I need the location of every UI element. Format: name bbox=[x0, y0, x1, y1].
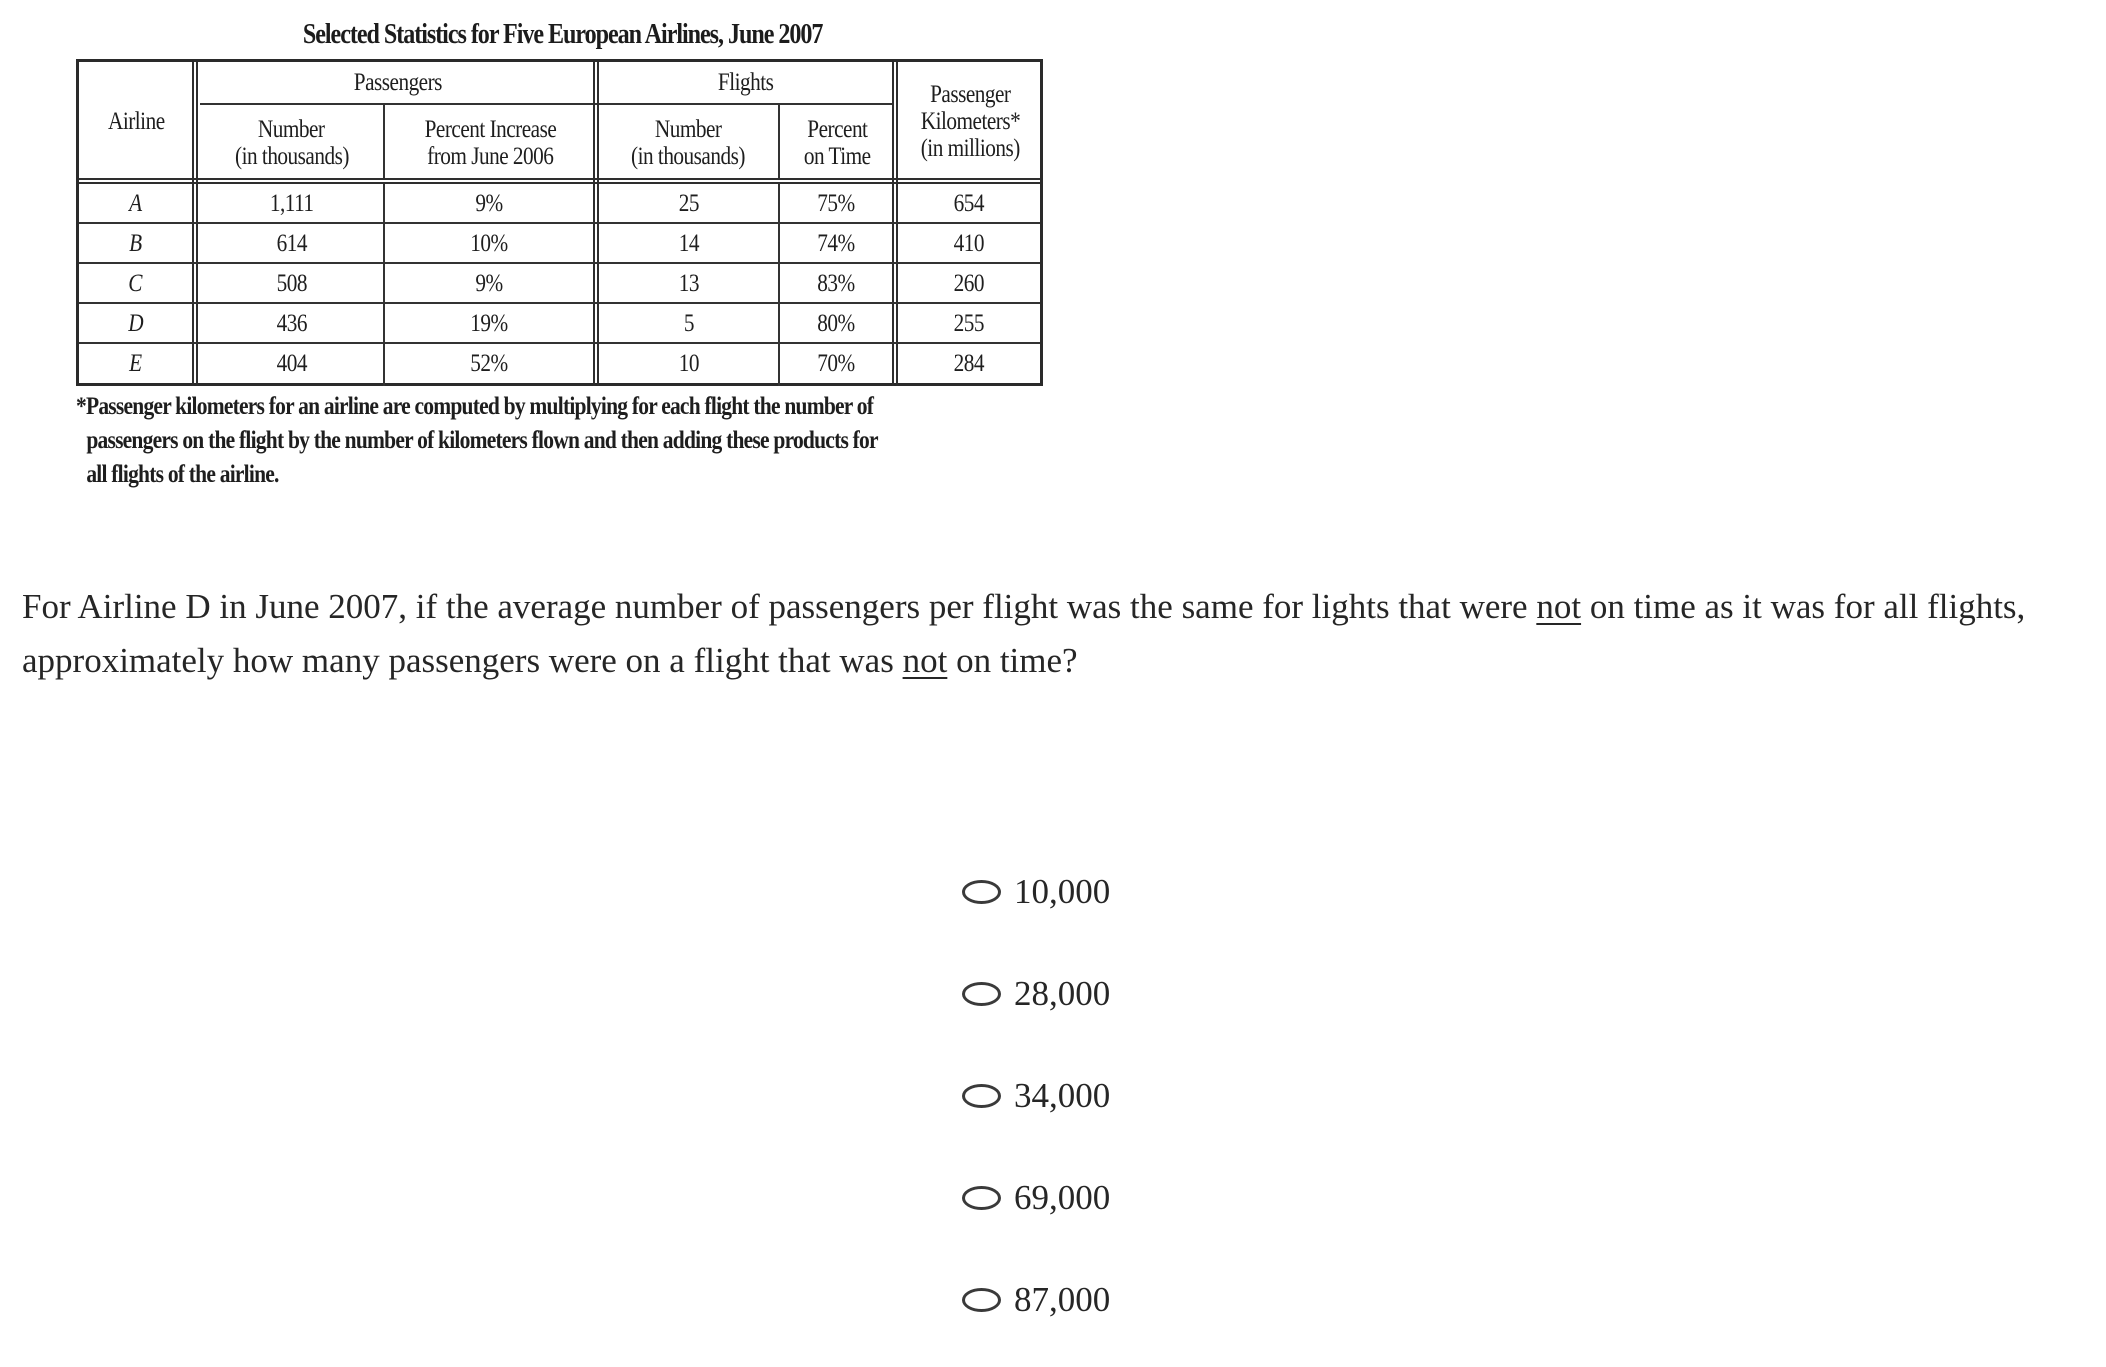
header-percent-increase: Percent Increase from June 2006 bbox=[424, 115, 557, 170]
emphasis-not: not bbox=[902, 641, 948, 680]
table-cell-flights: 14 bbox=[678, 229, 699, 257]
statistics-figure bbox=[0, 0, 1100, 500]
table-cell-pct-increase: 19% bbox=[470, 309, 508, 337]
table-cell-on-time: 80% bbox=[817, 309, 855, 337]
table-cell-on-time: 70% bbox=[817, 350, 855, 377]
table-cell-pk: 260 bbox=[953, 269, 985, 297]
header-flights-group: Flights bbox=[718, 69, 774, 96]
header-vline bbox=[383, 104, 385, 180]
table-cell-airline: C bbox=[128, 269, 143, 297]
option-label: 69,000 bbox=[1014, 1178, 1111, 1217]
header-vline bbox=[778, 104, 780, 180]
answer-option-2[interactable] bbox=[962, 972, 1110, 1016]
radio-button-icon[interactable] bbox=[962, 982, 1001, 1006]
table-cell-flights: 10 bbox=[678, 350, 699, 377]
header-subdivider bbox=[200, 103, 894, 105]
footnote-line: passengers on the flight by the number of kilometers flown and then adding these products for bbox=[86, 427, 878, 454]
table-cell-pct-increase: 52% bbox=[470, 350, 508, 377]
radio-button-icon[interactable] bbox=[962, 1186, 1001, 1210]
option-label: 87,000 bbox=[1014, 1280, 1111, 1319]
radio-button-icon[interactable] bbox=[962, 880, 1001, 904]
table-cell-passengers: 508 bbox=[276, 269, 307, 297]
table-cell-flights: 13 bbox=[678, 269, 699, 297]
answer-option-3[interactable] bbox=[962, 1074, 1110, 1118]
table-cell-flights: 5 bbox=[683, 309, 694, 337]
table-cell-airline: A bbox=[129, 189, 142, 217]
footnote-line: all flights of the airline. bbox=[86, 461, 279, 488]
table-cell-passengers: 614 bbox=[276, 229, 307, 257]
table-cell-on-time: 83% bbox=[817, 269, 855, 297]
table-cell-pct-increase: 9% bbox=[475, 189, 503, 217]
table-cell-flights: 25 bbox=[678, 189, 699, 217]
answer-option-5[interactable] bbox=[962, 1278, 1110, 1322]
header-passenger-kilometers: Passenger Kilometers* (in millions) bbox=[920, 80, 1020, 162]
answer-option-4[interactable] bbox=[962, 1176, 1110, 1220]
radio-button-icon[interactable] bbox=[962, 1288, 1001, 1312]
figure-title: Selected Statistics for Five European Airlines, June 2007 bbox=[302, 19, 823, 50]
table-cell-pk: 284 bbox=[953, 350, 985, 377]
table-footnote bbox=[76, 390, 1006, 492]
header-passenger-number: Number (in thousands) bbox=[234, 115, 349, 170]
table-cell-on-time: 74% bbox=[817, 229, 855, 257]
header-flights-number: Number (in thousands) bbox=[631, 115, 745, 170]
radio-button-icon[interactable] bbox=[962, 1084, 1001, 1108]
airline-statistics-table bbox=[76, 59, 1043, 386]
table-cell-pk: 255 bbox=[953, 309, 985, 337]
option-label: 10,000 bbox=[1014, 872, 1111, 911]
option-label: 28,000 bbox=[1014, 974, 1111, 1013]
table-cell-pk: 410 bbox=[953, 229, 985, 257]
header-airline: Airline bbox=[108, 107, 165, 135]
table-cell-airline: E bbox=[129, 350, 142, 377]
table-cell-passengers: 436 bbox=[276, 309, 307, 337]
question-part: on time? bbox=[947, 641, 1078, 680]
table-cell-passengers: 1,111 bbox=[269, 189, 314, 217]
table-cell-airline: D bbox=[128, 309, 143, 337]
answer-option-1[interactable] bbox=[962, 870, 1110, 914]
table-cell-on-time: 75% bbox=[817, 189, 855, 217]
header-passengers-group: Passengers bbox=[353, 69, 443, 96]
table-cell-pk: 654 bbox=[953, 189, 985, 217]
table-cell-airline: B bbox=[129, 229, 142, 257]
table-cell-pct-increase: 10% bbox=[470, 229, 508, 257]
airline-column-double-rule bbox=[192, 62, 198, 386]
footnote-line: *Passenger kilometers for an airline are computed by multiplying for each flight the number of bbox=[76, 393, 874, 420]
question-part: on time as it was for all flights, approximately how many passengers were on a flight that was bbox=[22, 587, 2026, 680]
emphasis-not: not bbox=[1536, 587, 1582, 626]
question-part: For Airline D in June 2007, if the average number of passengers per flight was the same for lights that were bbox=[22, 587, 1537, 626]
question-text bbox=[22, 580, 2102, 688]
header-percent-on-time: Percent on Time bbox=[803, 115, 871, 170]
table-cell-passengers: 404 bbox=[276, 350, 307, 377]
table-cell-pct-increase: 9% bbox=[475, 269, 503, 297]
option-label: 34,000 bbox=[1014, 1076, 1111, 1115]
